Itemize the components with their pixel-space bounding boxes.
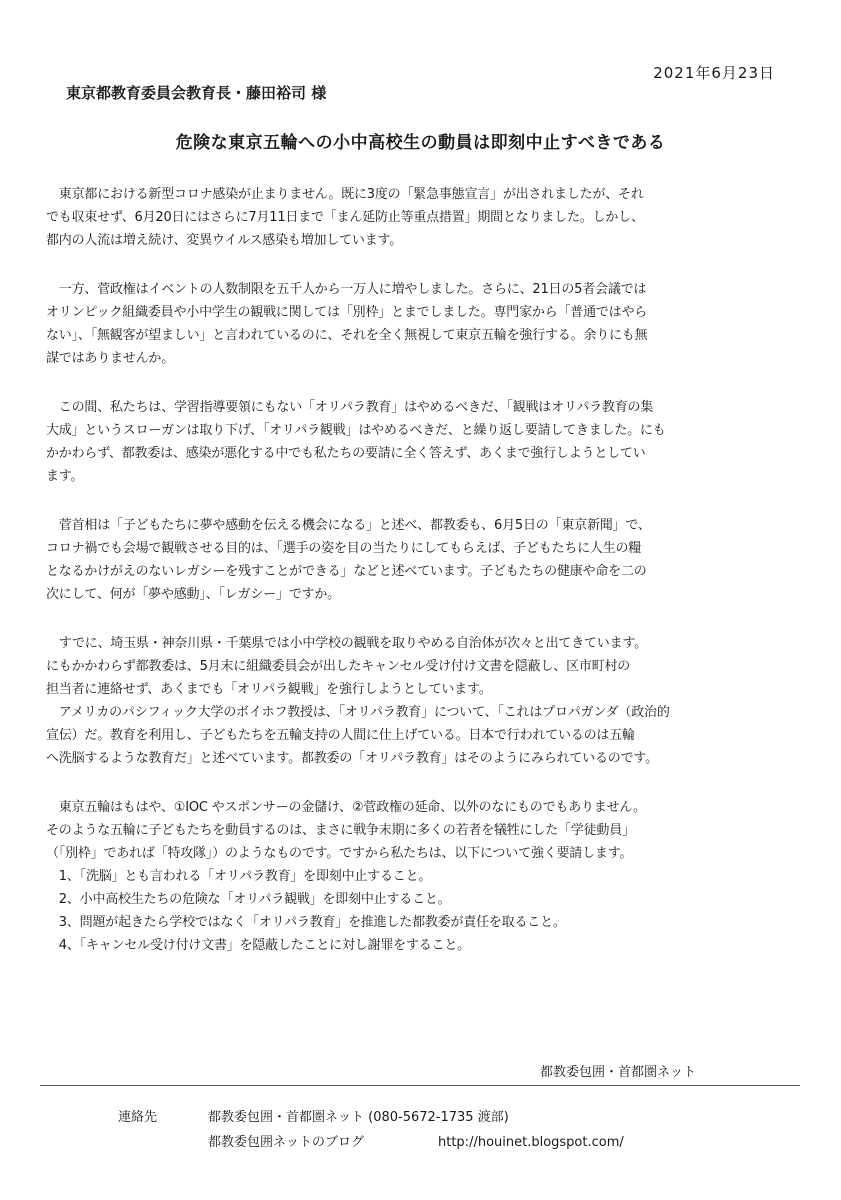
paragraph-line: 東京都における新型コロナ感染が止まりません。既に3度の「緊急事態宣言」が出されましたが、それ [46, 187, 644, 202]
paragraph [46, 278, 806, 370]
paragraph-line: そのような五輪に子どもたちを動員するのは、まさに戦争末期に多くの若者を犠牲にした「学徒動員」 [46, 823, 635, 838]
letter-title: 危険な東京五輪への小中高校生の動員は即刻中止すべきである [175, 133, 666, 153]
addressee: 東京都教育委員会教育長・藤田裕司 様 [66, 84, 327, 102]
paragraph [46, 796, 806, 957]
paragraph-line: 東京五輪はもはや、①IOC やスポンサーの金儲け、②菅政権の延命、以外のなにものでもありません。 [46, 800, 646, 815]
paragraph-line: この間、私たちは、学習指導要領にもない「オリパラ教育」はやめるべきだ、「観戦はオリパラ教育の集 [46, 400, 654, 415]
paragraph-line: 次にして、何が「夢や感動」、「レガシー」ですか。 [46, 587, 340, 602]
blog-label: 都教委包囲ネットのブログ [208, 1135, 365, 1150]
paragraph-line: 担当者に連絡せず、あくまでも「オリパラ観戦」を強行しようとしています。 [46, 682, 492, 697]
paragraph-line: かかわらず、都教委は、感染が悪化する中でも私たちの要請に全く答えず、あくまで強行しようとしてい [46, 446, 646, 461]
paragraph-line: アメリカのパシフィック大学のボイホフ教授は、「オリパラ教育」について、「これはプロパガンダ（政治的 [46, 705, 670, 720]
contact-block [118, 1105, 624, 1155]
blog-url[interactable]: http://houinet.blogspot.com/ [438, 1135, 624, 1150]
divider [40, 1085, 800, 1086]
paragraph-line: （「別枠」であれば「特攻隊」）のようなものです。ですから私たちは、以下について強く要請します。 [46, 846, 633, 861]
paragraph-line: 一方、菅政権はイベントの人数制限を五千人から一万人に増やしました。さらに、21日の5者会議では [46, 282, 647, 297]
paragraph-line: 謀ではありませんか。 [46, 351, 175, 366]
paragraph-line: にもかかわらず都教委は、5月末に組織委員会が出したキャンセル受け付け文書を隠蔽し、区市町村の [46, 659, 631, 674]
paragraph-line: 宣伝）だ。教育を利用し、子どもたちを五輪支持の人間に仕上げている。日本で行われているのは五輪 [46, 728, 635, 743]
paragraph-line: すでに、埼玉県・神奈川県・千葉県では小中学校の観戦を取りやめる自治体が次々と出てきています。 [46, 636, 647, 651]
paragraph-line: オリンピック組織委員や小中学生の観戦に関しては「別枠」とまでしました。専門家から「普通ではやら [46, 305, 648, 320]
paragraph-line: でも収束せず、6月20日にはさらに7月11日まで「まん延防止等重点措置」期間となりました。しかし、 [46, 210, 644, 225]
paragraph-line: へ洗脳するような教育だ」と述べています。都教委の「オリパラ教育」はそのようにみられているのです。 [46, 751, 658, 766]
paragraph [46, 396, 806, 488]
paragraph-line: コロナ禍でも会場で観戦させる目的は、「選手の姿を目の当たりにしてもらえば、子どもたちに人生の糧 [46, 541, 642, 556]
letter-date: 2021年6月23日 [653, 64, 775, 82]
letter-body [46, 183, 806, 983]
paragraph [46, 183, 806, 252]
paragraph-line: となるかけがえのないレガシーを残すことができる」などと述べています。子どもたちの健康や命を二の [46, 564, 647, 579]
paragraph-line: 都内の人流は増え続け、変異ウイルス感染も増加しています。 [46, 233, 403, 248]
paragraph-line: ない」、「無観客が望ましい」と言われているのに、それを全く無視して東京五輪を強行する。余りにも無 [46, 328, 648, 343]
paragraph [46, 632, 806, 770]
paragraph-line: 1、「洗脳」とも言われる「オリパラ教育」を即刻中止すること。 [46, 869, 432, 884]
blog-row [118, 1130, 624, 1155]
paragraph [46, 514, 806, 606]
paragraph-line: 3、問題が起きたら学校ではなく「オリパラ教育」を推進した都教委が責任を取ること。 [46, 915, 566, 930]
contact-row [118, 1105, 624, 1130]
paragraph-line: 2、小中高校生たちの危険な「オリパラ観戦」を即刻中止すること。 [46, 892, 451, 907]
contact-org: 都教委包囲・首都圏ネット (080-5672-1735 渡部) [208, 1110, 509, 1125]
signature: 都教委包囲・首都圏ネット [539, 1065, 696, 1080]
paragraph-line: 4、「キャンセル受け付け文書」を隠蔽したことに対し謝罪をすること。 [46, 938, 470, 953]
paragraph-line: ます。 [46, 469, 84, 484]
contact-label: 連絡先 [118, 1110, 158, 1125]
paragraph-line: 大成」というスローガンは取り下げ、「オリパラ観戦」はやめるべきだ、と繰り返し要請してきました。にも [46, 423, 666, 438]
paragraph-line: 菅首相は「子どもたちに夢や感動を伝える機会になる」と述べ、都教委も、6月5日の「東京新聞」で、 [46, 518, 651, 533]
